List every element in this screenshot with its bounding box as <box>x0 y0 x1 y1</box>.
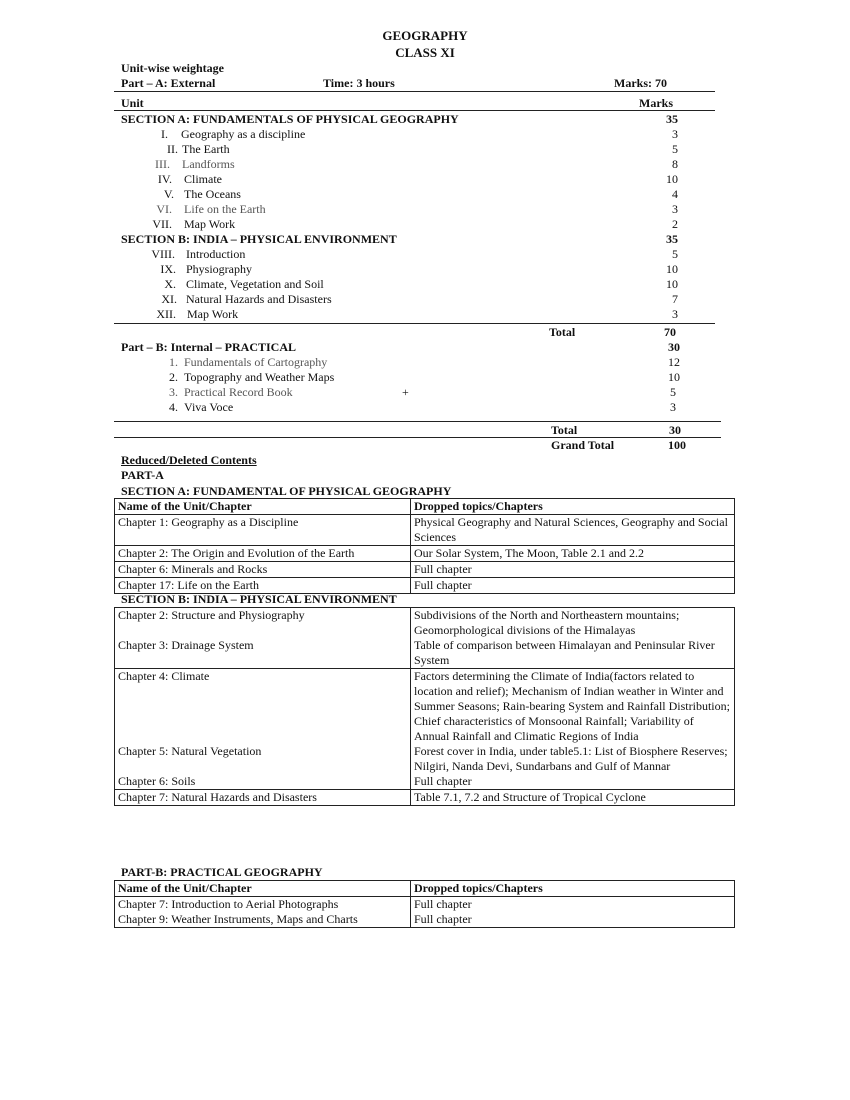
table-header-row <box>115 499 735 515</box>
part-b-table <box>114 880 735 928</box>
unit-marks: 5 <box>672 142 678 156</box>
unit-label: Physiography <box>186 262 252 276</box>
dropped-cell: Our Solar System, The Moon, Table 2.1 and 2.2 <box>411 546 735 562</box>
reduced-heading: Reduced/Deleted Contents <box>121 453 257 467</box>
chapter-cell: Chapter 1: Geography as a Discipline <box>115 515 411 546</box>
column-header: Dropped topics/Chapters <box>411 499 735 515</box>
table-row <box>115 774 735 790</box>
total-b-value: 30 <box>669 423 681 437</box>
unit-number: VII. <box>152 217 172 231</box>
time-label: Time: 3 hours <box>323 76 395 90</box>
part-b-practical-title: PART-B: PRACTICAL GEOGRAPHY <box>121 865 323 879</box>
dropped-cell: Factors determining the Climate of India(factors related to location and relief); Mechanism of Indian weather in Winter and Summer Seasons; Rain-bearing System and Rainfall Distribution; Chief characteristics of Monsoonal Rainfall; Variability of Annual Rainfall and Climatic Regions of India <box>411 669 735 745</box>
practical-marks: 3 <box>670 400 676 414</box>
table-row <box>115 515 735 546</box>
unit-label: The Oceans <box>184 187 241 201</box>
column-header: Dropped topics/Chapters <box>411 881 735 897</box>
unit-number: X. <box>164 277 176 291</box>
practical-number: 2. <box>169 370 178 384</box>
unit-label: Life on the Earth <box>184 202 266 216</box>
unit-marks: 2 <box>672 217 678 231</box>
divider <box>114 91 715 92</box>
unit-marks: 10 <box>666 262 678 276</box>
chapter-cell: Chapter 6: Soils <box>115 774 411 790</box>
unit-label: Map Work <box>184 217 236 231</box>
table-row <box>115 638 735 669</box>
table-row <box>115 912 735 928</box>
dropped-cell: Subdivisions of the North and Northeastern mountains; Geomorphological divisions of the Himalayas <box>411 608 735 639</box>
chapter-cell: Chapter 4: Climate <box>115 669 411 745</box>
unit-marks: 7 <box>672 292 678 306</box>
unit-label: Climate <box>184 172 222 186</box>
table-row <box>115 790 735 806</box>
chapter-cell: Chapter 9: Weather Instruments, Maps and Charts <box>115 912 411 928</box>
unit-number: VI. <box>156 202 172 216</box>
dropped-cell: Full chapter <box>411 562 735 578</box>
grand-total-value: 100 <box>668 438 686 452</box>
unit-weightage-label: Unit-wise weightage <box>121 61 224 75</box>
table-row <box>115 546 735 562</box>
table-row <box>115 897 735 913</box>
divider <box>114 323 715 324</box>
grand-total-label: Grand Total <box>551 438 615 452</box>
practical-label: Practical Record Book <box>184 385 293 399</box>
unit-label: Landforms <box>182 157 235 171</box>
marks-label: Marks: 70 <box>614 76 667 90</box>
practical-number: 3. <box>169 385 178 399</box>
practical-number: 4. <box>169 400 178 414</box>
unit-label: Introduction <box>186 247 246 261</box>
chapter-cell: Chapter 3: Drainage System <box>115 638 411 669</box>
unit-number: XII. <box>156 307 176 321</box>
unit-number: II. <box>167 142 178 156</box>
unit-number: III. <box>155 157 170 171</box>
divider <box>114 110 715 111</box>
part-a-heading: PART-A <box>121 468 164 482</box>
section-b-table <box>114 607 735 806</box>
chapter-cell: Chapter 17: Life on the Earth <box>115 578 411 594</box>
class-label: CLASS XI <box>395 45 455 60</box>
part-a-label: Part – A: External <box>121 76 216 90</box>
table-row <box>115 744 735 774</box>
unit-number: IX. <box>160 262 176 276</box>
unit-marks: 5 <box>672 247 678 261</box>
column-unit-header: Unit <box>121 96 144 110</box>
unit-number: I. <box>161 127 168 141</box>
chapter-cell: Chapter 6: Minerals and Rocks <box>115 562 411 578</box>
part-b-title: Part – B: Internal – PRACTICAL <box>121 340 296 354</box>
practical-marks: 12 <box>668 355 680 369</box>
practical-label: Topography and Weather Maps <box>184 370 335 384</box>
unit-marks: 10 <box>666 277 678 291</box>
chapter-cell: Chapter 7: Natural Hazards and Disasters <box>115 790 411 806</box>
page-title: GEOGRAPHY <box>382 28 468 43</box>
plus-sign: + <box>402 385 409 399</box>
unit-label: Geography as a discipline <box>181 127 306 141</box>
chapter-cell: Chapter 5: Natural Vegetation <box>115 744 411 774</box>
practical-marks: 10 <box>668 370 680 384</box>
divider <box>114 421 721 422</box>
column-header: Name of the Unit/Chapter <box>115 499 411 515</box>
practical-number: 1. <box>169 355 178 369</box>
section-a-title: SECTION A: FUNDAMENTALS OF PHYSICAL GEOGRAPHY <box>121 112 459 126</box>
table-row <box>115 669 735 745</box>
dropped-cell: Full chapter <box>411 774 735 790</box>
section-b-title: SECTION B: INDIA – PHYSICAL ENVIRONMENT <box>121 232 397 246</box>
total-a-label: Total <box>549 325 576 339</box>
chapter-cell: Chapter 7: Introduction to Aerial Photographs <box>115 897 411 913</box>
unit-number: V. <box>163 187 174 201</box>
unit-label: The Earth <box>182 142 230 156</box>
divider <box>114 437 721 438</box>
dropped-cell: Physical Geography and Natural Sciences, Geography and Social Sciences <box>411 515 735 546</box>
unit-number: XI. <box>161 292 177 306</box>
unit-marks: 8 <box>672 157 678 171</box>
practical-marks: 5 <box>670 385 676 399</box>
unit-label: Natural Hazards and Disasters <box>186 292 332 306</box>
unit-marks: 3 <box>672 127 678 141</box>
unit-number: VIII. <box>151 247 175 261</box>
section-a-marks: 35 <box>666 112 678 126</box>
dropped-cell: Full chapter <box>411 912 735 928</box>
chapter-cell: Chapter 2: Structure and Physiography <box>115 608 411 639</box>
unit-marks: 4 <box>672 187 678 201</box>
table-row <box>115 562 735 578</box>
practical-label: Fundamentals of Cartography <box>184 355 328 369</box>
unit-number: IV. <box>157 172 172 186</box>
unit-marks: 3 <box>672 202 678 216</box>
column-marks-header: Marks <box>639 96 673 110</box>
reduced-section-b-title: SECTION B: INDIA – PHYSICAL ENVIRONMENT <box>121 592 397 606</box>
dropped-cell: Full chapter <box>411 578 735 594</box>
total-a-value: 70 <box>664 325 676 339</box>
unit-marks: 3 <box>672 307 678 321</box>
part-b-marks: 30 <box>668 340 680 354</box>
dropped-cell: Table 7.1, 7.2 and Structure of Tropical Cyclone <box>411 790 735 806</box>
dropped-cell: Forest cover in India, under table5.1: List of Biosphere Reserves; Nilgiri, Nanda Devi, Sundarbans and Gulf of Mannar <box>411 744 735 774</box>
section-a-table <box>114 498 735 594</box>
dropped-cell: Full chapter <box>411 897 735 913</box>
dropped-cell: Table of comparison between Himalayan and Peninsular River System <box>411 638 735 669</box>
reduced-section-a-title: SECTION A: FUNDAMENTAL OF PHYSICAL GEOGRAPHY <box>121 484 452 498</box>
unit-label: Climate, Vegetation and Soil <box>186 277 324 291</box>
unit-marks: 10 <box>666 172 678 186</box>
total-b-label: Total <box>551 423 578 437</box>
chapter-cell: Chapter 2: The Origin and Evolution of the Earth <box>115 546 411 562</box>
table-row <box>115 608 735 639</box>
column-header: Name of the Unit/Chapter <box>115 881 411 897</box>
unit-label: Map Work <box>187 307 239 321</box>
section-b-marks: 35 <box>666 232 678 246</box>
table-header-row <box>115 881 735 897</box>
practical-label: Viva Voce <box>184 400 234 414</box>
